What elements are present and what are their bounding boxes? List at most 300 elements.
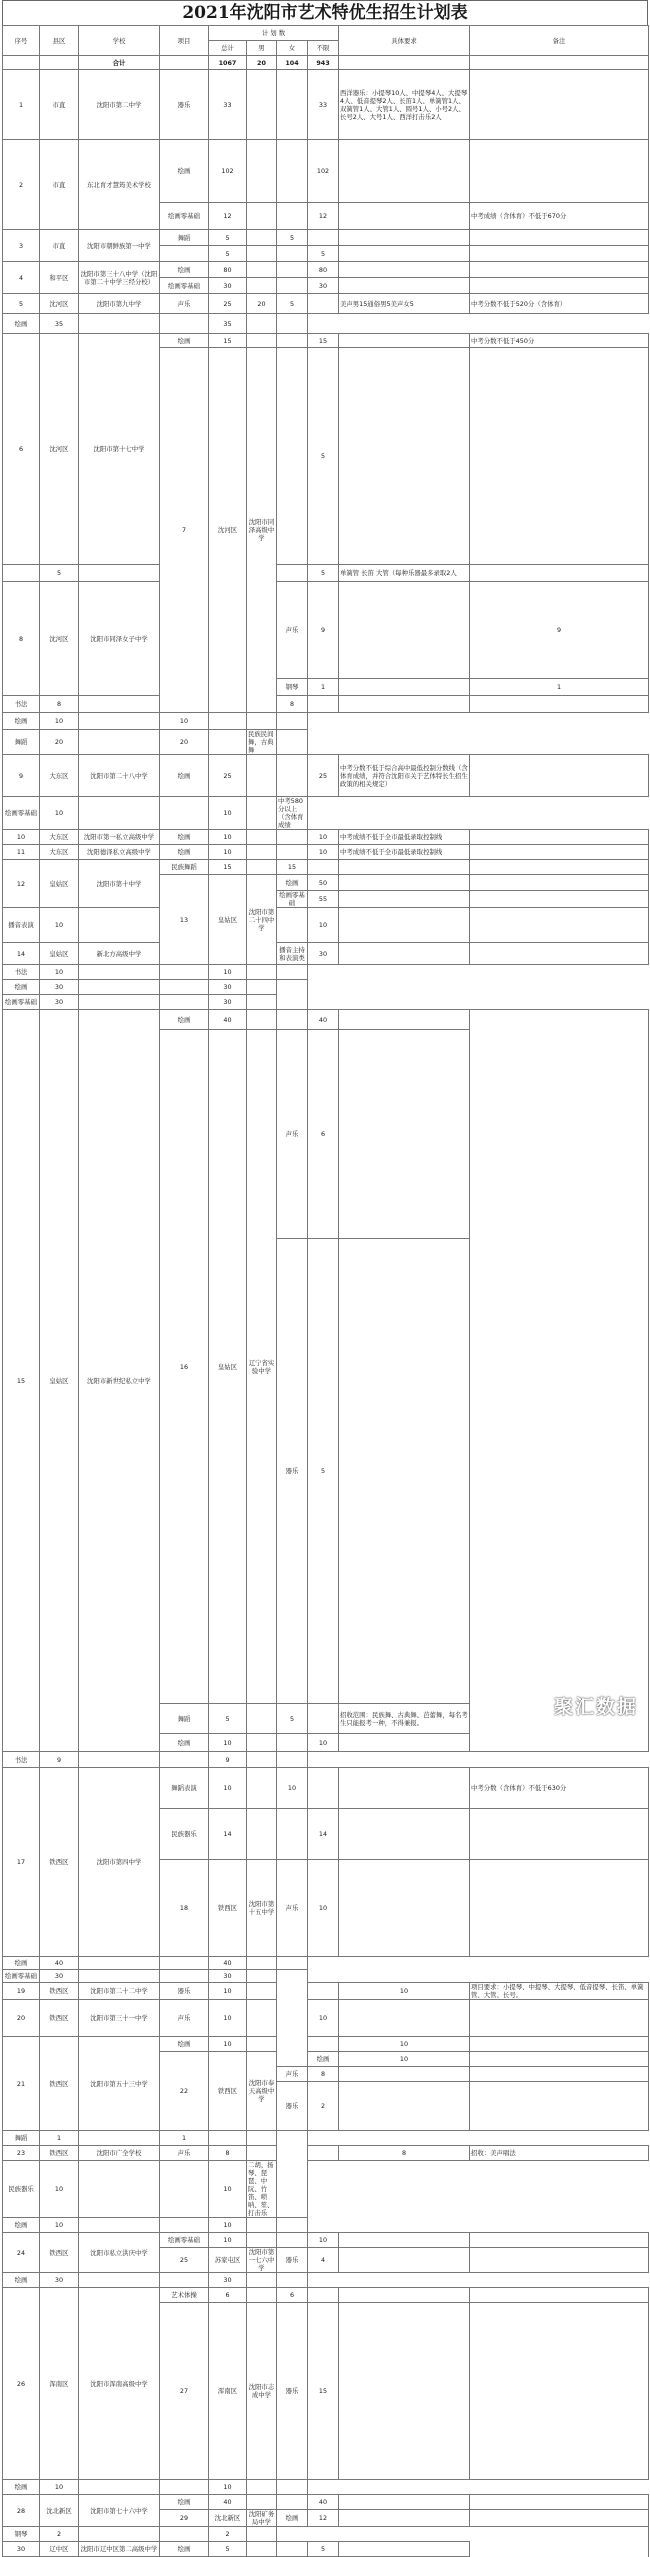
seq-cell: 7 (160, 348, 209, 713)
school-cell: 沈阳市浑南高级中学 (79, 2288, 160, 2480)
district-cell: 铁西区 (209, 1860, 247, 1957)
female-cell (277, 565, 308, 582)
item-cell: 声乐 (277, 1860, 308, 1957)
seq-cell: 30 (3, 2542, 40, 2557)
female-cell: 9 (470, 582, 649, 679)
female-cell: 10 (308, 2000, 339, 2037)
requirement-cell (339, 1010, 470, 1030)
male-cell (79, 965, 160, 980)
male-cell (247, 2495, 277, 2510)
female-cell (277, 203, 308, 230)
seq-cell: 29 (160, 2510, 209, 2527)
total-cell: 2 (40, 2527, 79, 2542)
item-cell: 书法 (3, 965, 40, 980)
table-row (3, 314, 649, 334)
note-cell (470, 696, 649, 713)
unlimited-cell: 40 (308, 2495, 339, 2510)
male-cell (247, 203, 277, 230)
item-cell: 器乐 (160, 70, 209, 140)
table-row (3, 334, 649, 348)
requirement-cell (247, 980, 277, 995)
unlimited-cell (209, 730, 247, 755)
table-row (3, 2273, 649, 2288)
item-cell: 艺术体操 (160, 2288, 209, 2303)
table-row (3, 2542, 649, 2557)
item-cell: 声乐 (160, 2146, 209, 2161)
unlimited-cell: 10 (209, 2218, 247, 2233)
female-cell: 5 (277, 1704, 308, 1734)
header-unlimited: 不限 (308, 41, 339, 56)
school-cell: 沈阳市第四中学 (79, 1768, 160, 1957)
seq-cell: 26 (3, 2288, 40, 2480)
note-cell (277, 2218, 308, 2233)
header-note: 备注 (470, 26, 649, 56)
requirement-cell: 招收范围：民族舞、古典舞、芭蕾舞，每名考生只能报考一种，不得兼报。 (339, 1704, 470, 1734)
female-cell (277, 2495, 308, 2510)
total-cell: 10 (209, 830, 247, 845)
summary-female: 104 (277, 56, 308, 70)
male-cell (79, 314, 160, 334)
male-cell (79, 995, 160, 1010)
unlimited-cell (308, 2288, 339, 2303)
male-cell (339, 1239, 470, 1704)
male-cell (79, 1970, 160, 1983)
summary-empty-item (160, 56, 209, 70)
female-cell: 20 (160, 730, 209, 755)
total-cell: 6 (209, 2288, 247, 2303)
female-cell (277, 246, 308, 262)
unlimited-cell (308, 860, 339, 875)
total-cell: 102 (209, 140, 247, 203)
total-cell: 10 (40, 908, 79, 943)
header-item: 项目 (160, 26, 209, 56)
requirement-cell (247, 314, 277, 334)
requirement-cell (339, 262, 470, 278)
unlimited-cell: 40 (209, 1957, 247, 1970)
note-cell (470, 830, 649, 845)
total-cell: 5 (308, 1239, 339, 1704)
requirement-cell: 单簧管 长笛 大管（每种乐器最多录取2人 (339, 565, 470, 582)
district-cell: 沈北新区 (209, 2510, 247, 2527)
note-cell: 中考580分以上（含体育成绩 (277, 797, 308, 830)
unlimited-cell: 10 (209, 797, 247, 830)
school-cell: 沈阳市第二十二中学 (79, 1983, 160, 2000)
district-cell: 市直 (40, 230, 79, 262)
requirement-cell (339, 2288, 470, 2303)
unlimited-cell: 10 (308, 1734, 339, 1752)
summary-male: 20 (247, 56, 277, 70)
item-cell: 声乐 (277, 582, 308, 679)
female-cell (470, 943, 649, 965)
school-cell: 沈阳市第一七六中学 (247, 2248, 277, 2273)
requirement-cell (247, 797, 277, 830)
item-cell: 钢琴 (3, 2527, 40, 2542)
unlimited-cell: 5 (308, 2542, 339, 2557)
item-cell: 绘画零基础 (3, 1970, 40, 1983)
seq-cell: 3 (3, 230, 40, 262)
school-cell: 沈阳市新世纪私立中学 (79, 1010, 160, 1752)
male-cell (339, 891, 470, 908)
female-cell (277, 140, 308, 203)
total-cell: 10 (40, 2480, 79, 2495)
table-row (3, 995, 649, 1010)
total-cell: 30 (209, 278, 247, 294)
total-cell: 5 (40, 565, 79, 582)
female-cell (160, 2218, 209, 2233)
district-cell: 市直 (40, 70, 79, 140)
total-cell: 5 (209, 246, 247, 262)
total-cell: 10 (308, 1860, 339, 1957)
table-row (3, 294, 649, 314)
female-cell: 8 (277, 696, 308, 713)
table-row (3, 1957, 649, 1970)
requirement-cell (470, 2037, 649, 2052)
male-cell (79, 565, 160, 582)
note-cell (277, 730, 308, 755)
female-cell (160, 2480, 209, 2495)
male-cell (247, 1983, 277, 2000)
item-cell: 绘画 (308, 2052, 339, 2067)
item-cell: 绘画 (3, 1957, 40, 1970)
female-cell: 1 (470, 679, 649, 696)
note-cell (470, 278, 649, 294)
school-cell: 沈阳市第十五中学 (247, 1860, 277, 1957)
note-cell: 中考分数（含体育）不低于630分 (470, 1768, 649, 1809)
unlimited-cell: 9 (209, 1752, 247, 1768)
item-cell: 器乐 (277, 2082, 308, 2131)
table-row (3, 830, 649, 845)
note-cell: 中考成绩（含体育）不低于670分 (470, 203, 649, 230)
female-cell (277, 278, 308, 294)
total-cell: 50 (308, 875, 339, 891)
item-cell: 绘画 (3, 980, 40, 995)
table-row (3, 908, 649, 943)
note-cell (470, 2288, 649, 2303)
district-cell: 皇姑区 (40, 943, 79, 965)
requirement-cell (339, 203, 470, 230)
requirement-cell (247, 995, 277, 1010)
male-cell (247, 2146, 277, 2161)
district-cell: 铁西区 (40, 2037, 79, 2131)
unlimited-cell: 30 (209, 1970, 247, 1983)
seq-cell: 25 (160, 2248, 209, 2273)
total-cell: 35 (40, 314, 79, 334)
female-cell (277, 1010, 308, 1030)
female-cell: 1 (160, 2131, 209, 2146)
unlimited-cell (339, 2000, 470, 2037)
female-cell (308, 2146, 339, 2161)
male-cell (247, 830, 277, 845)
male-cell (247, 845, 277, 860)
unlimited-cell (209, 713, 247, 730)
district-cell: 铁西区 (209, 2052, 247, 2131)
district-cell: 皇姑区 (40, 1010, 79, 1752)
male-cell (79, 2218, 160, 2233)
note-cell (470, 230, 649, 246)
table-row (3, 730, 649, 755)
school-cell: 沈阳市同泽高级中学 (247, 348, 277, 713)
school-cell: 沈阳市志成中学 (247, 2303, 277, 2480)
male-cell (79, 2527, 160, 2542)
table-row (3, 845, 649, 860)
item-cell: 书法 (3, 696, 40, 713)
school-cell: 沈阳市辽中区第二高级中学 (79, 2542, 160, 2557)
school-cell: 新北方高级中学 (79, 943, 160, 965)
total-cell: 12 (209, 203, 247, 230)
requirement-cell (247, 2527, 277, 2542)
total-cell: 10 (209, 1983, 247, 2000)
table-row (3, 696, 649, 713)
unlimited-cell (209, 2131, 247, 2146)
female-cell (160, 314, 209, 334)
total-cell: 55 (308, 891, 339, 908)
total-cell: 1 (308, 679, 339, 696)
district-cell: 辽中区 (40, 2542, 79, 2557)
item-cell: 绘画 (3, 2273, 40, 2288)
total-cell: 10 (209, 2233, 247, 2248)
item-cell: 绘画 (3, 314, 40, 334)
seq-cell: 17 (3, 1768, 40, 1957)
male-cell (339, 2303, 470, 2480)
requirement-cell: 西洋器乐：小提琴10人、中提琴4人、大提琴4人、低音提琴2人、长笛1人、单簧管1人、双簧管1人、大管1人、圆号1人、小号2人、长号2人、大号1人、西洋打击乐2人 (339, 70, 470, 140)
unlimited-cell (308, 294, 339, 314)
requirement-cell (339, 1768, 470, 1809)
district-cell: 沈河区 (40, 294, 79, 314)
district-cell: 大东区 (40, 830, 79, 845)
male-cell (79, 797, 160, 830)
district-cell: 铁西区 (40, 1768, 79, 1957)
requirement-cell (247, 713, 277, 730)
unlimited-cell: 30 (209, 2273, 247, 2288)
male-cell (339, 2248, 470, 2273)
male-cell (247, 1734, 277, 1752)
requirement-cell: 中考分数不低于综合高中最低控制分数线（含体育成绩，并符合沈阳市关于艺体特长生招生政策的相关规定） (339, 755, 470, 797)
school-cell: 沈阳市朝鲜族第一中学 (79, 230, 160, 262)
total-cell: 10 (40, 797, 79, 830)
total-cell: 25 (209, 294, 247, 314)
item-cell: 民族器乐 (160, 1809, 209, 1860)
table-row (3, 140, 649, 203)
total-cell: 25 (209, 755, 247, 797)
female-cell: 10 (160, 713, 209, 730)
note-cell (277, 2480, 308, 2495)
male-cell (79, 713, 160, 730)
total-cell: 4 (308, 2248, 339, 2273)
item-cell: 声乐 (277, 2067, 308, 2082)
unlimited-cell (308, 1704, 339, 1734)
summary-row (3, 56, 649, 70)
male-cell (339, 679, 470, 696)
item-cell: 绘画 (160, 1734, 209, 1752)
requirement-cell (247, 2273, 277, 2288)
requirement-cell: 中考成绩不低于全市最低录取控制线 (339, 845, 470, 860)
district-cell: 浑南区 (209, 2303, 247, 2480)
item-cell: 声乐 (277, 1030, 308, 1239)
item-cell: 钢琴 (277, 679, 308, 696)
male-cell (247, 140, 277, 203)
note-cell (470, 262, 649, 278)
requirement-cell (339, 230, 470, 246)
item-cell: 声乐 (160, 294, 209, 314)
seq-cell: 4 (3, 262, 40, 294)
female-cell (470, 2082, 649, 2131)
male-cell (247, 2037, 277, 2052)
school-cell: 沈阳市第二十四中学 (247, 875, 277, 965)
requirement-cell (339, 278, 470, 294)
district-cell: 沈河区 (40, 582, 79, 696)
female-cell (277, 2233, 308, 2248)
seq-cell: 24 (3, 2233, 40, 2273)
item-cell: 绘画零基础 (3, 797, 40, 830)
male-cell (79, 1957, 160, 1970)
seq-cell: 22 (160, 2052, 209, 2131)
requirement-cell (339, 246, 470, 262)
note-cell (277, 1957, 308, 1970)
item-cell: 绘画 (160, 845, 209, 860)
table-row (3, 2037, 649, 2052)
table-row (3, 2288, 649, 2303)
summary-empty-district (40, 56, 79, 70)
male-cell (79, 908, 160, 943)
item-cell: 绘画 (160, 2495, 209, 2510)
district-cell: 铁西区 (40, 2000, 79, 2037)
enrollment-table (2, 25, 649, 2557)
item-cell: 绘画零基础 (160, 203, 209, 230)
total-cell: 10 (209, 1768, 247, 1809)
table-row (3, 565, 649, 582)
unlimited-cell: 10 (209, 2161, 247, 2218)
total-cell: 10 (40, 2218, 79, 2233)
male-cell (339, 582, 470, 679)
male-cell: 20 (247, 294, 277, 314)
table-row (3, 2131, 649, 2146)
item-cell: 绘画零基础 (277, 891, 308, 908)
district-cell: 大东区 (40, 845, 79, 860)
item-cell: 绘画零基础 (160, 278, 209, 294)
summary-empty-req (339, 56, 470, 70)
item-cell: 绘画 (160, 1010, 209, 1030)
item-cell: 舞蹈 (160, 1704, 209, 1734)
unlimited-cell: 80 (308, 262, 339, 278)
total-cell: 10 (40, 713, 79, 730)
total-cell: 10 (339, 2052, 470, 2067)
male-cell (79, 980, 160, 995)
school-cell: 东北育才慧筠美术学校 (79, 140, 160, 230)
table-row (3, 2218, 649, 2233)
female-cell (308, 2037, 339, 2052)
item-cell: 绘画 (277, 875, 308, 891)
unlimited-cell: 30 (209, 995, 247, 1010)
district-cell: 沈北新区 (40, 2495, 79, 2527)
item-cell: 器乐 (277, 2303, 308, 2480)
table-row (3, 2495, 649, 2510)
header-total: 总计 (209, 41, 247, 56)
female-cell (277, 830, 308, 845)
total-cell: 30 (40, 980, 79, 995)
unlimited-cell: 10 (308, 845, 339, 860)
female-cell (277, 845, 308, 860)
unlimited-cell: 5 (308, 565, 339, 582)
female-cell (277, 2542, 308, 2557)
requirement-cell (339, 696, 470, 713)
total-cell: 1 (40, 2131, 79, 2146)
school-cell: 沈阳市奉天高级中学 (247, 2052, 277, 2131)
summary-total: 1067 (209, 56, 247, 70)
table-row (3, 797, 649, 830)
note-cell (470, 140, 649, 203)
total-cell: 40 (209, 1010, 247, 1030)
requirement-cell: 项目要求：小提琴、中提琴、大提琴、低音提琴、长笛、单簧管、大管、长号。 (470, 1983, 649, 2000)
table-row (3, 1983, 649, 2000)
note-cell (277, 314, 308, 334)
male-cell (79, 2480, 160, 2495)
male-cell (79, 2131, 160, 2146)
requirement-cell (339, 1809, 470, 1860)
total-cell: 10 (40, 2161, 79, 2218)
item-cell: 播音主持和表演类 (277, 943, 308, 965)
item-cell: 绘画 (160, 140, 209, 203)
requirement-cell (247, 1957, 277, 1970)
female-cell (160, 965, 209, 980)
male-cell (247, 278, 277, 294)
district-cell: 和平区 (40, 262, 79, 294)
female-cell (470, 2303, 649, 2480)
female-cell (470, 2067, 649, 2082)
female-cell (277, 755, 308, 797)
male-cell (339, 943, 470, 965)
female-cell (160, 797, 209, 830)
item-cell: 声乐 (160, 2000, 209, 2037)
unlimited-cell: 15 (308, 334, 339, 348)
table-row (3, 70, 649, 140)
item-cell: 绘画 (3, 2480, 40, 2495)
table-row (3, 1752, 649, 1768)
item-cell: 舞蹈 (3, 730, 40, 755)
header-seq: 序号 (3, 26, 40, 56)
school-cell: 沈阳市第二中学 (79, 70, 160, 140)
total-cell: 40 (209, 2495, 247, 2510)
unlimited-cell: 10 (209, 965, 247, 980)
header-male: 男 (247, 41, 277, 56)
seq-cell: 8 (3, 582, 40, 696)
note-cell (470, 565, 649, 582)
item-cell: 绘画 (160, 2037, 209, 2052)
school-cell: 沈阳市广全学校 (79, 2146, 160, 2161)
note-cell (470, 860, 649, 875)
item-cell (277, 348, 308, 565)
table-row (3, 2527, 649, 2542)
seq-cell: 6 (3, 334, 40, 565)
female-cell (160, 1957, 209, 1970)
male-cell (79, 1752, 160, 1768)
summary-label: 合计 (79, 56, 160, 70)
male-cell (247, 2542, 277, 2557)
total-cell: 30 (40, 2273, 79, 2288)
page-title: 2021年沈阳市艺术特优生招生计划表 (2, 0, 648, 25)
total-cell: 20 (40, 730, 79, 755)
item-cell: 民族舞蹈 (160, 860, 209, 875)
unlimited-cell: 10 (308, 2233, 339, 2248)
male-cell (470, 2052, 649, 2067)
district-cell: 市直 (40, 140, 79, 230)
note-cell (277, 1970, 308, 2067)
female-cell: 10 (277, 1768, 308, 1809)
summary-unlimited: 943 (308, 56, 339, 70)
male-cell (339, 2082, 470, 2131)
unlimited-cell: 12 (308, 203, 339, 230)
male-cell (247, 755, 277, 797)
requirement-cell: 美声男15通俗男5美声女5 (339, 294, 470, 314)
